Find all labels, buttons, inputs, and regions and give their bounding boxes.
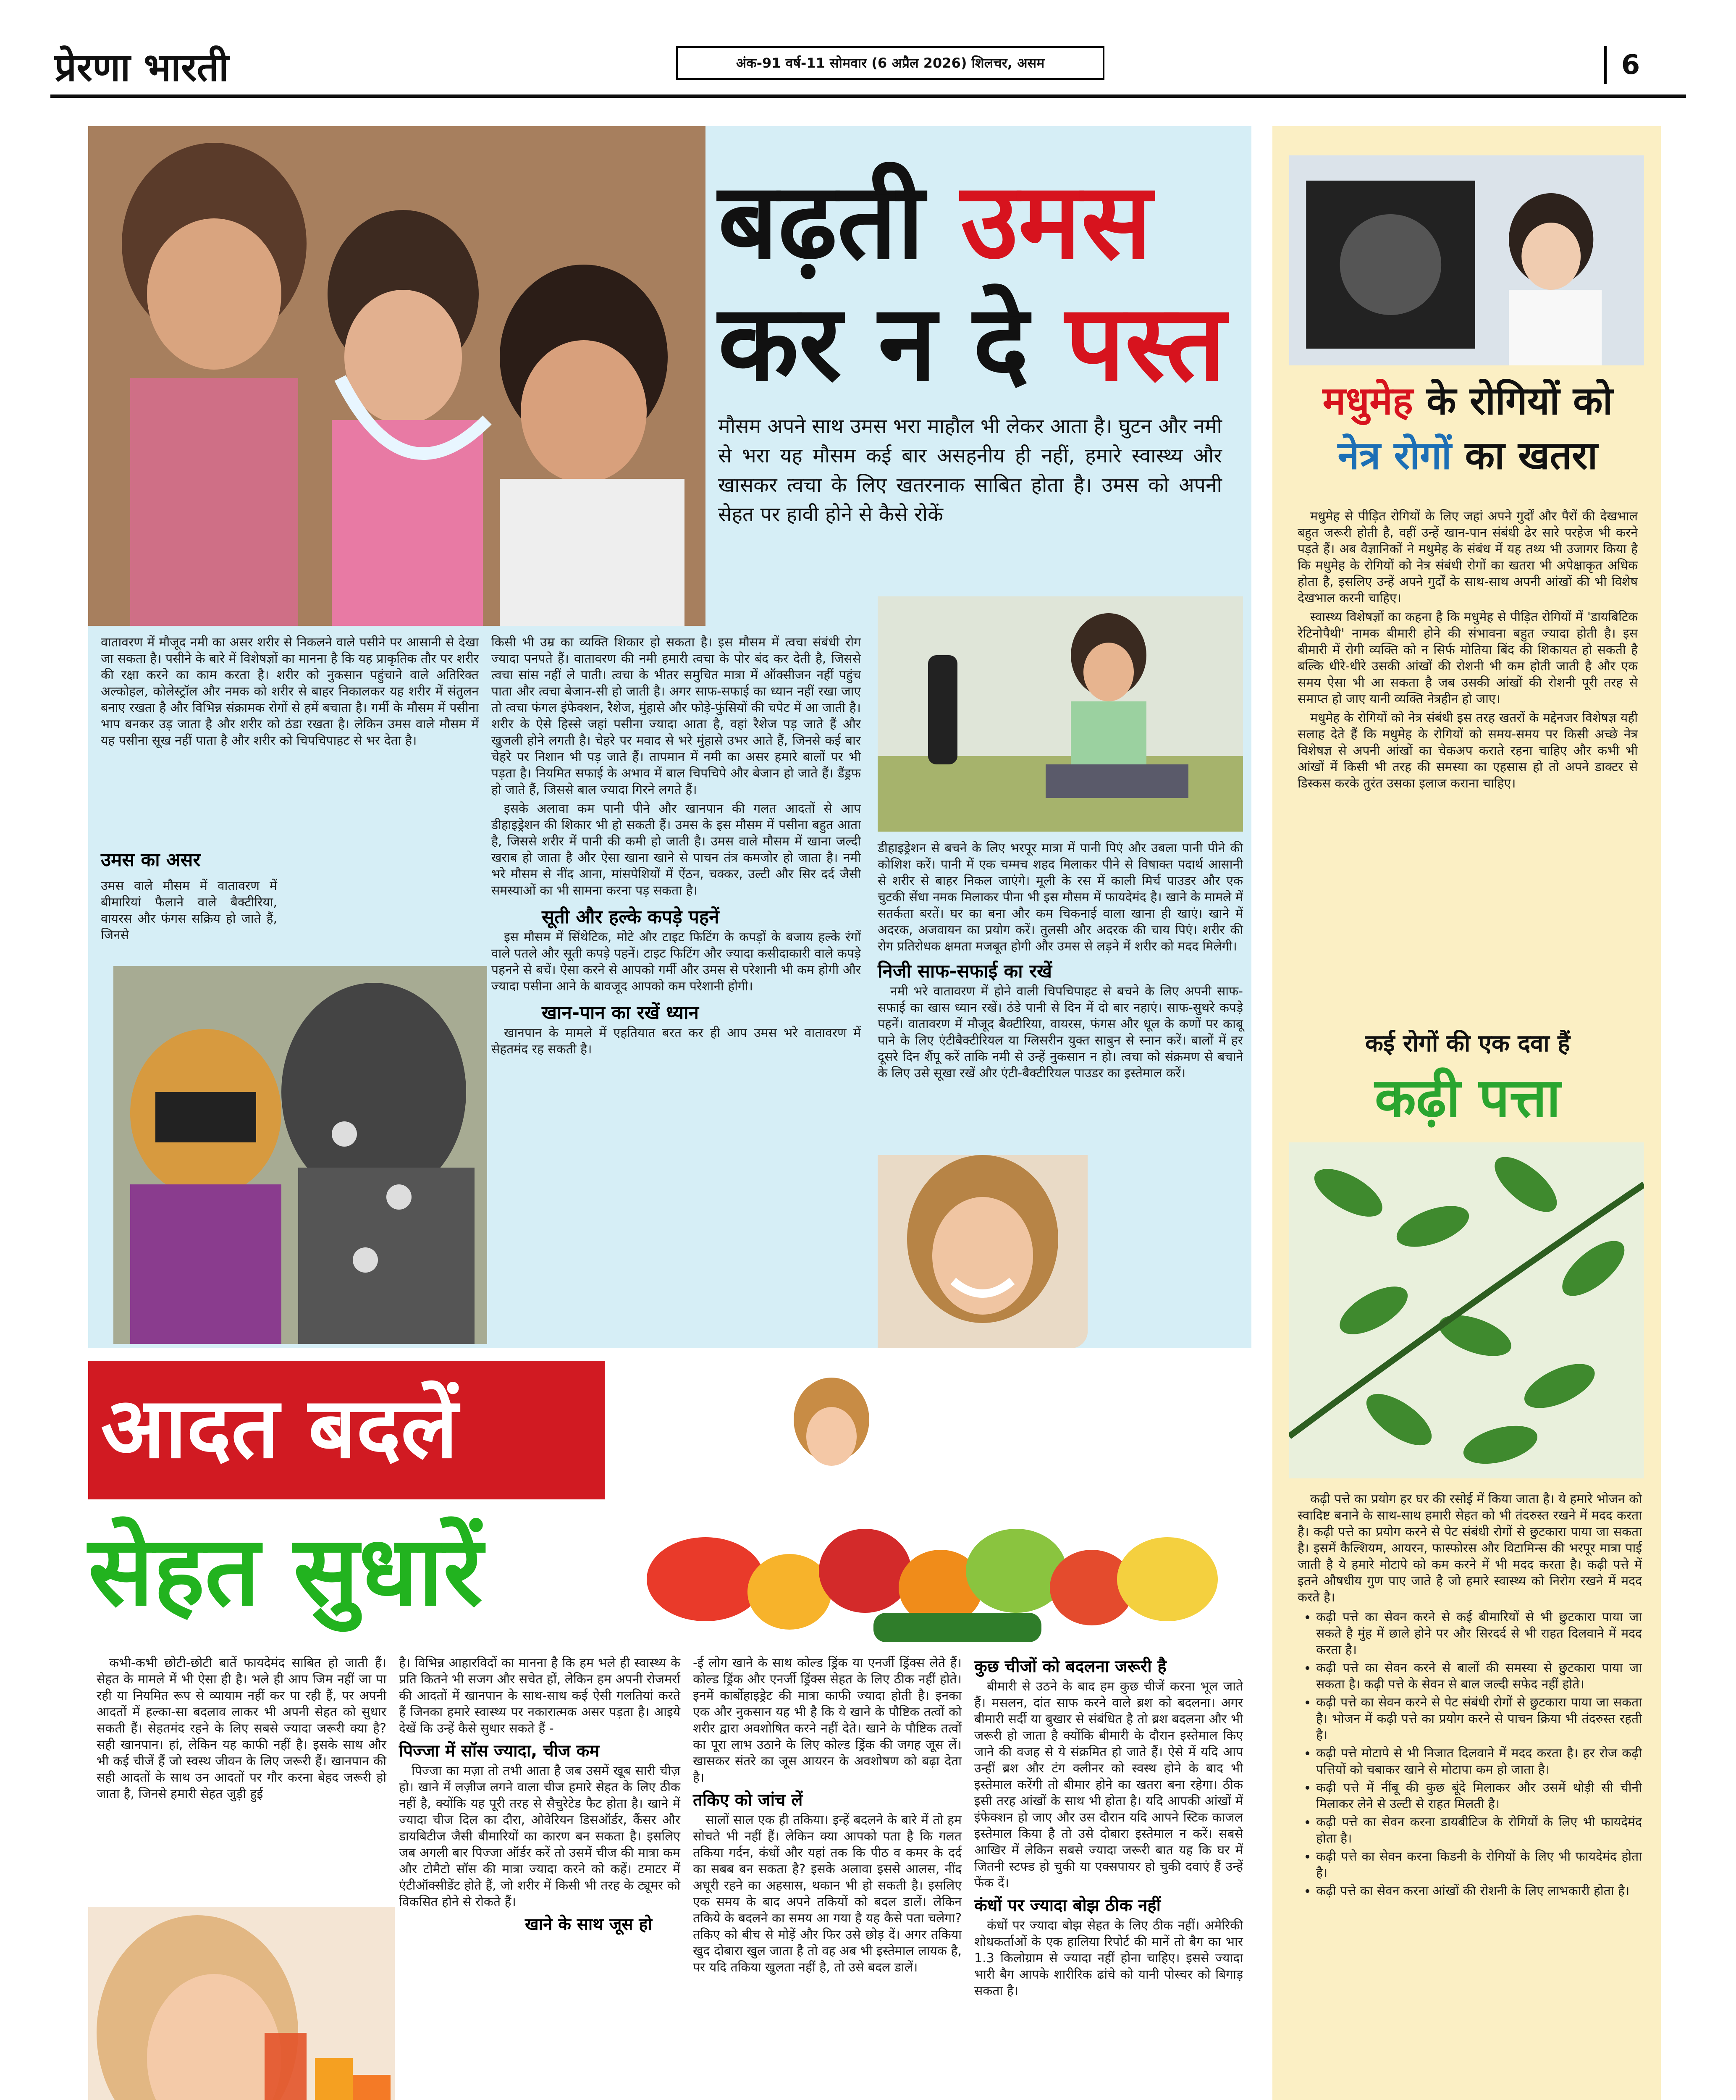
aadat-body-bg [88,1655,1251,2100]
kadhi-title: कढ़ी पत्ता [1374,1067,1561,1129]
madhumeh-p1: मधुमेह से पीड़ित रोगियों के लिए जहां अपने गुर्दों और पैरों की देखभाल बहुत जरूरी होती है, वहीं उन्हें खान-पान संबंधी ढेर सारे परहेज भी करने पड़ते हैं। अब वैज्ञानिकों ने मधुमेह के संबंध में यह तथ्य भी उजागर किया है कि मधुमेह के रोगियों को नेत्र संबंधी रोगों का खतरा भी अपेक्षाकृत अधिक होता है, इसलिए उन्हें अपने गुर्दों के साथ-साथ अपनी आंखों की भी विशेष देखभाल करनी चाहिए। [1298,509,1638,606]
kadhi-list [1298,1609,1642,1899]
masthead: प्रेरणा भारती [55,45,229,90]
aadat-title-1: आदत बदलें [101,1378,458,1477]
aadat-col2-p1: है। विभिन्न आहारविदों का मानना है कि हम भले ही स्वास्थ्य के प्रति कितने भी सजग और सचेत हों, लेकिन हम अपनी रोजमर्रा की आदतों में खानपान के साथ-साथ कई ऐसी गलतियां करते हैं जिनका हमारे स्वास्थ्य पर नकारात्मक असर पड़ता है। आइये देखें कि उन्हें कैसे सुधार सकते हैं - [399,1656,680,1736]
veiled-women-photo [113,966,487,1344]
umas-col1-p1: वातावरण में मौजूद नमी का असर शरीर से निकलने वाले पसीने पर आसानी से देखा जा सकता है। पसीने के बारे में विशेषज्ञों का मानना है कि यह प्राकृतिक तौर पर शरीर की रक्षा करने का काम करता है। शरीर को नुकसान पहुंचाने वाले अतिरिक्त अल्कोहल, कोलेस्ट्रॉल और नमक को शरीर से बाहर निकालकर यह शरीर में संतुलन बनाए रखता है और विभिन्न संक्रामक रोगों से हमें बचाता है। गर्मी के मौसम में पसीना भाप बनकर उड़ जाता है और शरीर को ठंडा रखता है। लेकिन उमस वाले मौसम में यह पसीना सूख नहीं पाता है और शरीर को चिपचिपाहट से भर देता है। [101,635,479,748]
umas-title-red-1: उमस [960,159,1152,282]
eye-exam-photo [1289,155,1644,365]
kadhi-p1: कढ़ी पत्ते का प्रयोग हर घर की रसोई में किया जाता है। ये हमारे भोजन को स्वादिष्ट बनाने के साथ-साथ हमारी सेहत को भी तंदरुस्त रखने में मदद करता है। कढ़ी पत्ते का प्रयोग करने से पेट संबंधी रोगों से छुटकारा पाया जा सकता है। इसमें कैल्शियम, आयरन, फास्फोरस और विटामिन्स की भरपूर मात्रा पाई जाती है ये हमारे मोटापे को कम करने में भी मदद करता है। कढ़ी पत्ते में इतने औषधीय गुण पाए जाते है जो हमारे स्वास्थ्य को निरोग रखने में मदद करते है। [1298,1492,1642,1605]
aadat-col3-p1: -ई लोग खाने के साथ कोल्ड ड्रिंक या एनर्जी ड्रिंक्स लेते हैं। कोल्ड ड्रिंक और एनर्जी ड्रिंक्स सेहत के लिए ठीक नहीं होते। इनमें कार्बोहाइड्रेट की मात्रा काफी ज्यादा होती है। इनका एक और नुकसान यह भी है कि ये खाने के पौष्टिक तत्वों को शरीर द्वारा अवशोषित करने नहीं देते। खाने के पौष्टिक तत्वों का पूरा लाभ उठाने के लिए कोल्ड ड्रिंक की जगह जूस लें। खासकर संतरे का जूस आयरन के अवशोषण को बढ़ा देता है। [693,1656,962,1785]
umas-col2-p2: इसके अलावा कम पानी पीने और खानपान की गलत आदतों से आप डीहाइड्रेशन की शिकार भी हो सकती हैं। उमस के इस मौसम में पसीना बहुत आता है, जिससे शरीर में पानी की कमी हो जाती है। उमस वाले मौसम में खाना जल्दी खराब हो जाता है और ऐसा खाना खाने से पाचन तंत्र कमजोर हो जाता है। नमी भरे मौसम से नींद आना, मांसपेशियों में ऐंठन, चक्कर, उल्टी और सिर दर्द जैसी समस्याओं का भी सामना करना पड़ सकता है। [491,801,861,898]
aadat-red-banner [88,1361,605,1499]
umas-title-red-2: पस्त [1065,281,1226,404]
umas-col2 [491,634,861,1340]
aadat-col3-p2: सालों साल एक ही तकिया। इन्हें बदलने के बारे में तो हम सोचते भी नहीं हैं। लेकिन क्या आपको पता है कि गलत तकिया गर्दन, कंधों और यहां तक कि पीठ व कमर के दर्द का सबब बन सकता है? इसके अलावा इससे आलस, नींद अधूरी रहने का अहसास, थकान भी हो सकती है। इसलिए एक समय के बाद अपने तकियों को बदल डालें। लेकिन तकिये के बदलने का समय आ गया है यह कैसे पता चलेगा? तकिए को बीच से मोड़ें और फिर उसे छोड़ दें। अगर तकिया खुद दोबारा खुल जाता है तो वह अब भी इस्तेमाल लायक है, पर यदि तकिया खुलता नहीं है, तो उसे बदल डालें। [693,1813,962,1975]
madhumeh-title-blue: नेत्र रोगों [1337,433,1452,478]
aadat-col1-p1: कभी-कभी छोटी-छोटी बातें फायदेमंद साबित हो जाती हैं। सेहत के मामले में भी ऐसा ही है। भले ही आप जिम नहीं जा पा रही या नियमित रूप से व्यायाम नहीं कर पा रही हैं, पर अपनी आदतों में हल्का-सा बदलाव लाकर भी अपनी सेहत को सुधार सकती हैं। सेहतमंद रहने के लिए सबसे ज्यादा जरूरी क्या है? सही खानपान। हां, लेकिन यह काफी नहीं है। इसके साथ और भी कई चीजें हैं जो स्वस्थ जीवन के लिए जरूरी हैं। खानपान की सही आदतों के साथ उन आदतों पर गौर करना बेहद जरूरी हो जाता है, जिनसे हमारी सेहत जुड़ी हुई [97,1656,386,1801]
umas-col2-p4: खानपान के मामले में एहतियात बरत कर ही आप उमस भरे वातावरण में सेहतमंद रह सकती है। [491,1026,861,1057]
umas-col2-heading-2: खान-पान का रखें ध्यान [542,1002,699,1024]
kadhi-list-item: • कढ़ी पत्ते का सेवन करने से बालों की समस्या से छुटकारा पाया जा सकता है। कढ़ी पत्ते के सेवन से बाल जल्दी सफेद नहीं होते। [1316,1660,1642,1693]
umas-col3-heading: निजी साफ-सफाई का रखें [878,961,1052,982]
aadat-col4-heading-2: कंधों पर ज्यादा बोझ ठीक नहीं [974,1896,1161,1915]
aadat-col2-heading-2: खाने के साथ जूस हो [525,1915,652,1934]
kadhi-list-item: • कढ़ी पत्ते मोटापे से भी निजात दिलवाने में मदद करता है। हर रोज कढ़ी पत्तियों को चबाकर खाने से मोटापा कम हो जाता है। [1316,1745,1642,1778]
juice-girl-photo [88,1907,395,2100]
aadat-col4-heading-1: कुछ चीजों को बदलना जरूरी है [974,1657,1167,1676]
water-bottle-photo [878,596,1243,832]
umas-title [718,160,1247,412]
aadat-col4 [974,1655,1243,2100]
umas-col1 [101,634,479,827]
umas-title-black-2: कर न दे [718,281,1029,404]
kadhi-list-item: • कढ़ी पत्ते में नींबू की कुछ बूंदे मिलाकर और उसमें थोड़ी सी चीनी मिलाकर लेने से उल्टी से राहत मिलती है। [1316,1780,1642,1812]
issue-line-box [676,46,1104,80]
curry-leaves-photo [1289,1142,1644,1478]
aadat-col2-heading: पिज्जा में सॉस ज्यादा, चीज कम [399,1741,600,1761]
madhumeh-title-black-2: का खतरा [1465,433,1598,478]
aadat-col4-p1: बीमारी से उठने के बाद हम कुछ चीजें करना भूल जाते हैं। मसलन, दांत साफ करने वाले ब्रश को बदलना। अगर बीमारी सर्दी या बुखार से संबंधित है तो ब्रश बदलना और भी जरूरी हो जाता है क्योंकि बीमारी के दौरान इस्तेमाल किए जाने की वजह से ये संक्रमित हो जाते हैं। ऐसे में यदि आप उन्हीं ब्रश और टंग क्लीनर को स्वस्थ होने के बाद भी इस्तेमाल करेंगी तो बीमार होने का खतरा बना रहेगा। ठीक इसी तरह आंखों के साथ भी होता है। यदि आपकी आंखों में इंफेक्शन हो जाए और उस दौरान यदि आपने स्टिक काजल इस्तेमाल किया है तो उसे दोबारा इस्तेमाल न करें। सबसे आखिर में लेकिन सबसे ज्यादा जरूरी बात यह कि घर में जितनी स्टफ्ड हो चुकी या एक्सपायर हो चुकी दवाएं हैं उन्हें फेंक दें। [974,1679,1243,1890]
kadhi-list-item: • कढ़ी पत्ते का सेवन करना डायबीटिज के रोगियों के लिए भी फायदेमंद होता है। [1316,1814,1642,1847]
umas-col2-p1: किसी भी उम्र का व्यक्ति शिकार हो सकता है। इस मौसम में त्वचा संबंधी रोग ज्यादा पनपते हैं। वातावरण की नमी हमारी त्वचा के पोर बंद कर देती है, जिससे त्वचा सांस नहीं ले पाती। त्वचा के भीतर समुचित मात्रा में ऑक्सीजन नहीं पहुंच पाता और त्वचा बेजान-सी हो जाती है। अगर साफ-सफाई का ध्यान नहीं रखा जाए तो त्वचा फंगल इंफेक्शन, रैशेज, मुंहासे और फोड़े-फुंसियों की चपेट में आ जाती है। शरीर के ऐसे हिस्से जहां पसीना ज्यादा आता है, वहां रैशेज पड़ जाते हैं और खुजली होने लगती है। चेहरे पर मवाद से भरे मुंहासे उभर आते हैं, जिनसे कई बार चेहरे पर निशान भी पड़ जाते हैं। तापमान में नमी का असर हमारे बालों पर भी पड़ता है। नियमित सफाई के अभाव में बाल चिपचिपे और बेजान हो जाते हैं। डैंड्रफ हो जाते हैं, जिससे बाल ज्यादा गिरने लगते हैं। [491,635,861,797]
kadhi-list-item: • कढ़ी पत्ते का सेवन करना आंखों की रोशनी के लिए लाभकारी होता है। [1316,1883,1642,1899]
umas-col3-p1: डीहाइड्रेशन से बचने के लिए भरपूर मात्रा में पानी पिएं और उबला पानी पीने की कोशिश करें। पानी में एक चम्मच शहद मिलाकर पीने से विषाक्त पदार्थ आसानी से शरीर से बाहर निकल जाएंगे। मूली के रस में काली मिर्च पाउडर और एक चुटकी सेंधा नमक मिलाकर पीना भी इस मौसम में फायदेमंद है। खाने के मामले में सतर्कता बरतें। घर का बना और कम चिकनाई वाला खाना ही खाएं। खाने में अदरक, अजवायन का प्रयोग करें। तुलसी और अदरक की चाय पिएं। शरीर की रोग प्रतिरोधक क्षमता मजबूत होगी और उमस से लड़ने में शरीर को मदद मिलेगी। [878,841,1243,954]
umas-intro: मौसम अपने साथ उमस भरा माहौल भी लेकर आता है। घुटन और नमी से भरा यह मौसम कई बार असहनीय ही नहीं, हमारे स्वास्थ्य और खासकर त्वचा के लिए खतरनाक साबित होता है। उमस को अपनी सेहत पर हावी होने से कैसे रोकें [718,415,1222,526]
header-rule [50,94,1686,98]
issue-line: अंक-91 वर्ष-11 सोमवार (6 अप्रैल 2026) शिलचर, असम [736,55,1045,71]
kadhi-list-item: • कढ़ी पत्ते का सेवन करना किडनी के रोगियों के लिए भी फायदेमंद होता है। [1316,1848,1642,1881]
kadhi-list-item: • कढ़ी पत्ते का सेवन करने से कई बीमारियों से भी छुटकारा पाया जा सकते है मुंह में छाले होने पर और सिरदर्द से भी राहत दिलवाने में मदद करता है। [1316,1609,1642,1658]
madhumeh-title-black-1: के रोगियों को [1427,378,1613,423]
face-wash-photo [88,126,705,626]
aadat-title-2: सेहत सुधारें [88,1514,483,1628]
umas-title-black-1: बढ़ती [718,159,924,282]
aadat-col4-p2: कंधों पर ज्यादा बोझ सेहत के लिए ठीक नहीं। अमेरिकी शोधकर्ताओं के एक हालिया रिपोर्ट की मानें तो बैग का भार 1.3 किलोग्राम से ज्यादा नहीं होना चाहिए। इससे ज्यादा भारी बैग आपके शारीरिक ढांचे को यानी पोस्चर को बिगाड़ सकता है। [974,1918,1243,1998]
madhumeh-p3: मधुमेह के रोगियों को नेत्र संबंधी इस तरह खतरों के मद्देनजर विशेषज्ञ यही सलाह देते हैं कि मधुमेह के रोगियों को समय-समय पर किसी अच्छे नेत्र विशेषज्ञ से अपनी आंखों का चेकअप कराते रहना चाहिए और कभी भी आंखों में किसी भी तरह की समस्या का एहसास हो तो अपने डाक्टर से डिस्कस करके तुरंत उसका इलाज कराना चाहिए। [1298,711,1638,791]
umas-col3-p2: नमी भरे वातावरण में होने वाली चिपचिपाहट से बचने के लिए अपनी साफ-सफाई का खास ध्यान रखें। ठंडे पानी से दिन में दो बार नहाएं। साफ-सुथरे कपड़े पहनें। वातावरण में मौजूद बैक्टीरिया, वायरस, फंगस और धूल के कणों पर काबू पाने के लिए एंटीबैक्टीरियल या ग्लिसरीन युक्त साबुन से स्नान करें। बालों में हर दूसरे दिन शैंपू करें ताकि नमी से उन्हें नुकसान न हो। त्वचा को संक्रमण से बचाने के लिए उसे सूखा रखें और एंटी-बैक्टीरियल पाउडर का इस्तेमाल करें। [878,984,1243,1081]
right-column [1272,126,1661,2100]
madhumeh-p2: स्वास्थ्य विशेषज्ञों का कहना है कि मधुमेह से पीड़ित रोगियों में 'डायबिटिक रेटिनोपैथी' नामक बीमारी होने की संभावना बहुत ज्यादा होती है। इस बीमारी में रोगी व्यक्ति को न सिर्फ मोतिया बिंद की शिकायत हो सकती है बल्कि धीरे-धीरे उसकी आंखों की रोशनी भी कम होती जाती है और एक समय ऐसा भी आ सकता है जब उसकी आंखों की रोशनी पूरी तरह से समाप्त हो जाए यानी व्यक्ति नेत्रहीन हो जाए। [1298,610,1638,706]
aadat-col2-p2: पिज्जा का मज़ा तो तभी आता है जब उसमें खूब सारी चीज़ हो। खाने में लज़ीज लगने वाला चीज हमारे सेहत के लिए ठीक नहीं है, क्योंकि यह पूरी तरह से सैचुरेटेड फैट होता है। खाने में ज्यादा चीज दिल का दौरा, ओवेरियन डिसऑर्डर, कैंसर और डायबिटीज जैसी बीमारियों का कारण बन सकता है। इसलिए जब अगली बार पिज्जा ऑर्डर करें तो उसमें चीज की मात्रा कम और टोमैटो सॉस की मात्रा ज्यादा करने को कहें। टमाटर में एंटीऑक्सीडेंट होते हैं, जो शरीर में किसी भी तरह के ट्यूमर को विकसित होने से रोकते हैं। [399,1764,680,1909]
smiling-girl-photo [878,1155,1088,1348]
umas-col2-heading-1: सूती और हल्के कपड़े पहनें [542,906,719,928]
umas-col2-p3: इस मौसम में सिंथेटिक, मोटे और टाइट फिटिंग के कपड़ों के बजाय हल्के रंगों वाले पतले और सूती कपड़े पहनें। टाइट फिटिंग और ज्यादा कसीदाकारी वाले कपड़े पहनने से बचें। ऐसा करने से आपको गर्मी और उमस से परेशानी भी कम होगी और ज्यादा पसीना आने के बावजूद आपको कम परेशानी होगी। [491,930,861,994]
kadhi-body [1298,1491,1642,2100]
kadhi-list-item: • कढ़ी पत्ते का सेवन करने से पेट संबंधी रोगों से छुटकारा पाया जा सकता है। भोजन में कढ़ी पत्ते का प्रयोग करने से पाचन क्रिया भी तंदरुस्त रहती है। [1316,1694,1642,1743]
umas-col1-p2: उमस वाले मौसम में वातावरण में बीमारियां फैलाने वाले बैक्टीरिया, वायरस और फंगस सक्रिय हो जाते हैं, जिनसे [101,879,277,942]
aadat-col3 [693,1655,962,2100]
madhumeh-title-red: मधुमेह [1322,378,1413,423]
fruits-photo [621,1361,1251,1655]
umas-col1-heading: उमस का असर [101,849,201,871]
aadat-col3-heading: तकिए को जांच लें [693,1790,803,1810]
page-number: 6 [1604,46,1655,84]
aadat-col2 [399,1655,680,2100]
umas-section [88,126,1251,1348]
madhumeh-title [1285,374,1650,500]
kadhi-kicker: कई रोगों की एक दवा हैं [1365,1030,1571,1057]
